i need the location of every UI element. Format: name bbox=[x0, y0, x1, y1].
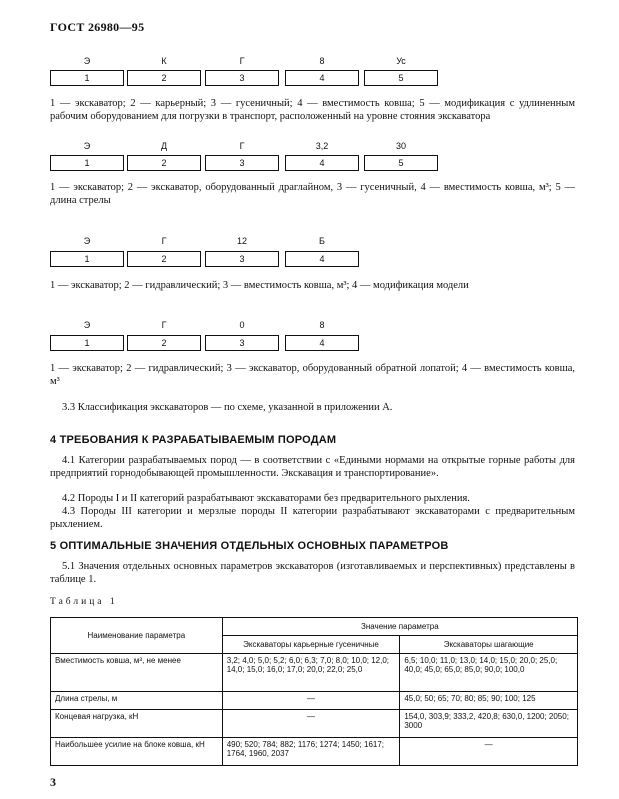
row-value: — bbox=[222, 710, 400, 738]
table-row bbox=[51, 738, 578, 766]
code-letter: 3,2 bbox=[315, 141, 329, 151]
code-box: 1 bbox=[50, 155, 124, 171]
row-name: Вместимость ковша, м³, не менее bbox=[51, 654, 223, 692]
code-letter: Г bbox=[161, 320, 167, 330]
code-box: 4 bbox=[285, 335, 359, 351]
code-letter: Г bbox=[161, 236, 167, 246]
code-letter: Э bbox=[83, 236, 91, 246]
code-box: 3 bbox=[205, 251, 279, 267]
code-letter: Ус bbox=[396, 56, 406, 66]
table-row bbox=[51, 710, 578, 738]
code-box: 4 bbox=[285, 155, 359, 171]
paragraph-5-1: 5.1 Значения отдельных основных параметров экскаваторов (изготавливаемых и перспективных) представлены в таблице 1. bbox=[50, 561, 575, 585]
row-name: Длина стрелы, м bbox=[51, 692, 223, 710]
header-param-value: Значение параметра bbox=[222, 618, 577, 636]
code-letter: Б bbox=[319, 236, 325, 246]
row-value: 6,5; 10,0; 11,0; 13,0; 14,0; 15,0; 20,0; 25,0; 40,0; 45,0; 65,0; 85,0; 90,0; 100,0 bbox=[400, 654, 578, 692]
code-box: 2 bbox=[127, 155, 201, 171]
row-value: 154,0, 303,9; 333,2, 420,8; 630,0, 1200; 2050; 3000 bbox=[400, 710, 578, 738]
code-box: 2 bbox=[127, 251, 201, 267]
code-letter: Э bbox=[83, 320, 91, 330]
code-letter: Д bbox=[160, 141, 168, 151]
code-box: 1 bbox=[50, 70, 124, 86]
document-header: ГОСТ 26980—95 bbox=[50, 20, 145, 34]
code-box: 3 bbox=[205, 335, 279, 351]
table-row bbox=[51, 692, 578, 710]
section-5-title: 5 ОПТИМАЛЬНЫЕ ЗНАЧЕНИЯ ОТДЕЛЬНЫХ ОСНОВНЫХ ПАРАМЕТРОВ bbox=[50, 540, 449, 552]
code-letter: 8 bbox=[319, 56, 325, 66]
table-caption: Таблица 1 bbox=[50, 597, 118, 607]
code-box: 2 bbox=[127, 70, 201, 86]
parameters-table bbox=[50, 617, 578, 766]
scheme-legend: 1 — экскаватор; 2 — экскаватор, оборудованный драглайном, 3 — гусеничный, 4 — вместимость ковша, м³; 5 — длина стрелы bbox=[50, 182, 575, 206]
code-box: 3 bbox=[205, 70, 279, 86]
code-letter: 0 bbox=[239, 320, 245, 330]
code-box: 5 bbox=[364, 155, 438, 171]
paragraph-4-1: 4.1 Категории разрабатываемых пород — в соответствии с «Едиными нормами на открытые горные работы для предприятий горнодобывающей промышленности. Экскавация и транспортирование». bbox=[50, 455, 575, 479]
page-number: 3 bbox=[50, 775, 56, 789]
paragraph-4-3: 4.3 Породы III категории и мерзлые породы II категории разрабатывают экскаваторами с предварительным рыхлением. bbox=[50, 506, 575, 530]
section-4-title: 4 ТРЕБОВАНИЯ К РАЗРАБАТЫВАЕМЫМ ПОРОДАМ bbox=[50, 434, 337, 446]
code-letter: Э bbox=[83, 141, 91, 151]
code-letter: Г bbox=[239, 141, 245, 151]
paragraph-4-2: 4.2 Породы I и II категорий разрабатывают экскаваторами без предварительного рыхления. bbox=[62, 493, 470, 504]
code-letter: 30 bbox=[395, 141, 406, 151]
code-letter: 8 bbox=[319, 320, 325, 330]
row-name: Концевая нагрузка, кН bbox=[51, 710, 223, 738]
code-box: 5 bbox=[364, 70, 438, 86]
paragraph-3-3: 3.3 Классификация экскаваторов — по схеме, указанной в приложении А. bbox=[62, 402, 393, 413]
row-value: 490; 520; 784; 882; 1176; 1274; 1450; 1617; 1764, 1960, 2037 bbox=[222, 738, 400, 766]
code-letter: Э bbox=[83, 56, 91, 66]
header-col-walking: Экскаваторы шагающие bbox=[400, 636, 578, 654]
row-value: 45,0; 50; 65; 70; 80; 85; 90; 100; 125 bbox=[400, 692, 578, 710]
row-value: — bbox=[222, 692, 400, 710]
code-box: 2 bbox=[127, 335, 201, 351]
code-letter: 12 bbox=[236, 236, 247, 246]
code-box: 4 bbox=[285, 251, 359, 267]
code-letter: Г bbox=[239, 56, 245, 66]
code-letter: К bbox=[161, 56, 167, 66]
header-param-name: Наименование параметра bbox=[51, 618, 223, 654]
table-row bbox=[51, 654, 578, 692]
code-box: 1 bbox=[50, 335, 124, 351]
code-box: 1 bbox=[50, 251, 124, 267]
scheme-legend: 1 — экскаватор; 2 — гидравлический; 3 — экскаватор, оборудованный обратной лопатой; 4 — вместимость ковша, м³ bbox=[50, 363, 575, 387]
row-name: Наибольшее усилие на блоке ковша, кН bbox=[51, 738, 223, 766]
scheme-legend: 1 — экскаватор; 2 — гидравлический; 3 — вместимость ковша, м³; 4 — модификация модели bbox=[50, 280, 469, 291]
code-box: 4 bbox=[285, 70, 359, 86]
row-value: 3,2; 4,0; 5,0; 5,2; 6,0; 6,3; 7,0; 8,0; 10,0; 12,0; 14,0; 15,0; 16,0; 17,0; 20,0; 22,0; 25,0 bbox=[222, 654, 400, 692]
code-box: 3 bbox=[205, 155, 279, 171]
header-col-quarry: Экскаваторы карьерные гусеничные bbox=[222, 636, 400, 654]
row-value: — bbox=[400, 738, 578, 766]
scheme-legend: 1 — экскаватор; 2 — карьерный; 3 — гусеничный; 4 — вместимость ковша; 5 — модификация с удлиненным рабочим оборудованием для погрузки в транспорт, расположенный на уровне стояния экскаватора bbox=[50, 98, 575, 122]
